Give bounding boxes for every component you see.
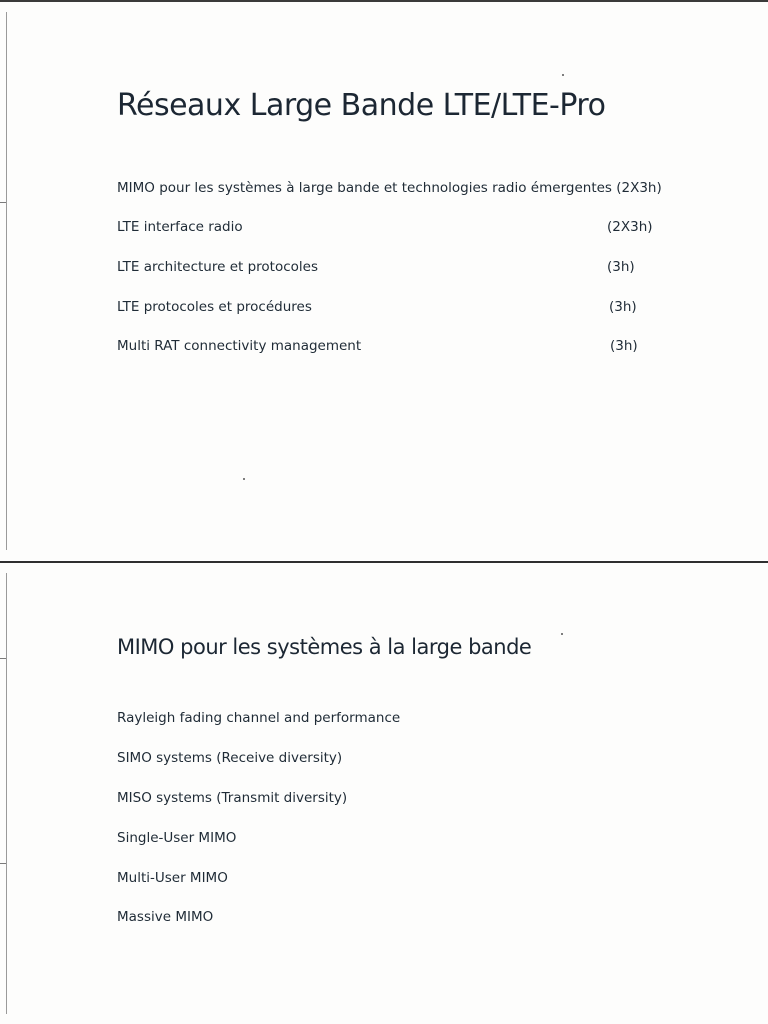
slide-1-item-lte-architecture-duration: (3h) (607, 259, 635, 275)
scan-edge-mark (0, 658, 6, 659)
scan-speck (243, 478, 245, 480)
slide-2 (0, 561, 768, 1024)
slide-1-title: Réseaux Large Bande LTE/LTE-Pro (117, 88, 606, 123)
scan-edge-mark (0, 202, 6, 203)
scan-edge-line (6, 573, 7, 1014)
slide-2-item-simo: SIMO systems (Receive diversity) (117, 750, 343, 766)
scan-speck (562, 74, 564, 76)
slide-1-item-mimo: MIMO pour les systèmes à large bande et technologies radio émergentes (2X3h) (117, 180, 662, 196)
slide-2-title: MIMO pour les systèmes à la large bande (117, 635, 532, 659)
slide-1-item-lte-protocoles-duration: (3h) (609, 299, 637, 315)
slide-1-item-multi-rat-duration: (3h) (610, 338, 638, 354)
slide-2-item-rayleigh: Rayleigh fading channel and performance (117, 710, 401, 726)
slide-2-item-miso: MISO systems (Transmit diversity) (117, 790, 348, 806)
scan-speck (561, 633, 563, 635)
scan-edge-mark (0, 863, 6, 864)
slide-1-item-multi-rat: Multi RAT connectivity management (117, 338, 362, 354)
slide-2-item-multi-user-mimo: Multi-User MIMO (117, 870, 228, 886)
slide-2-item-single-user-mimo: Single-User MIMO (117, 830, 237, 846)
slide-1-item-lte-interface-radio: LTE interface radio (117, 219, 243, 235)
slide-2-item-massive-mimo: Massive MIMO (117, 909, 214, 925)
slide-1-item-lte-architecture: LTE architecture et protocoles (117, 259, 319, 275)
scan-edge-line (6, 12, 7, 550)
slide-1-item-lte-interface-radio-duration: (2X3h) (607, 219, 653, 235)
slide-1-item-lte-protocoles: LTE protocoles et procédures (117, 299, 312, 315)
